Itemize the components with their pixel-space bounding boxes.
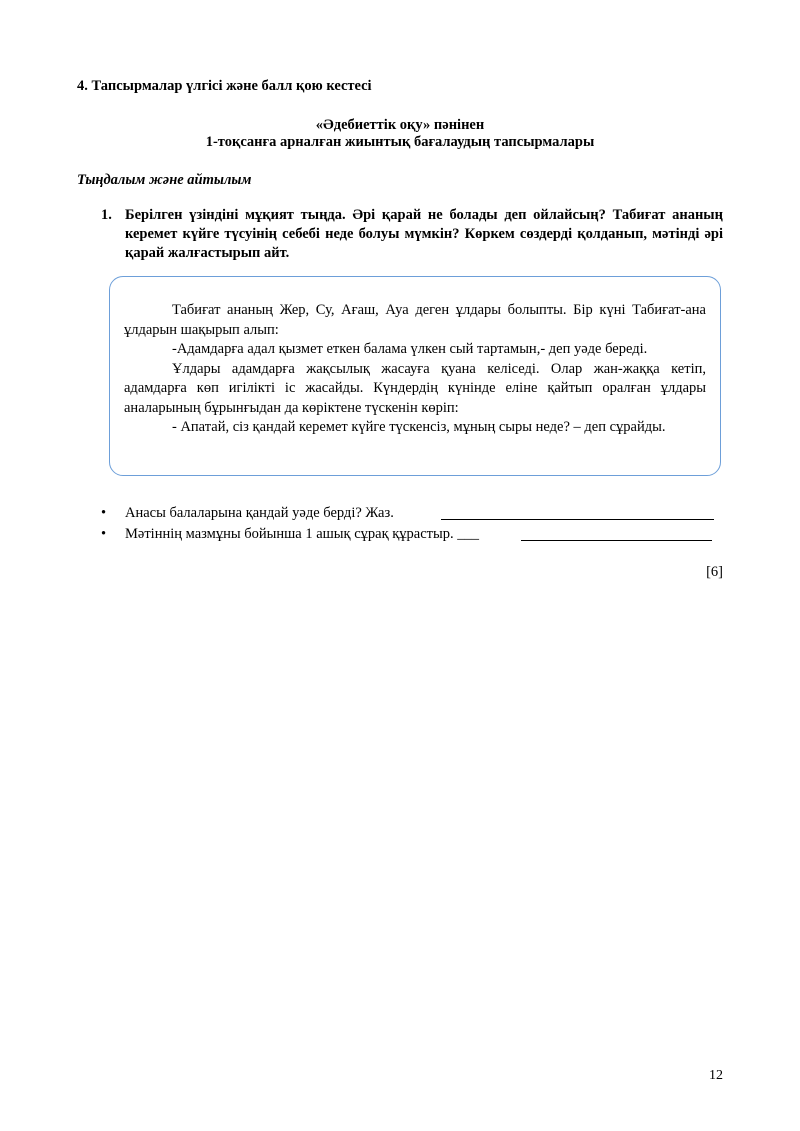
subject-line: «Әдебиеттік оқу» пәнінен	[315, 117, 485, 133]
task-number: 1.	[101, 207, 112, 223]
page-number: 12	[709, 1068, 723, 1083]
bullet-icon: •	[101, 526, 107, 542]
bullet-icon: •	[101, 505, 107, 521]
assessment-title: 1-тоқсанға арналған жиынтық бағалаудың тапсырмалары	[205, 134, 595, 150]
task-text: Берілген үзіндіні мұқият тыңда. Әрі қарай не болады деп ойлайсың? Табиғат ананың керемет күйге түсуінің себебі неде болуы мүмкін? Көркем сөздерді қолданып, мәтінді әрі қарай жалғастырып айт.	[125, 207, 723, 261]
passage-paragraph-3: Ұлдары адамдарға жақсылық жасауға қуана келіседі. Олар жан-жаққа кетіп, адамдарға көп игілікті іс жасайды. Күндердің күнінде еліне қайтып оралған ұлдары аналарының бұрынғыдан да көріктене түскенін көріп:	[124, 360, 706, 416]
answer-line[interactable]	[441, 505, 714, 520]
answer-line[interactable]	[521, 526, 712, 541]
question-text: Анасы балаларына қандай уәде берді? Жаз.	[125, 505, 394, 521]
passage-paragraph-4: - Апатай, сіз қандай керемет күйге түскенсіз, мұның сыры неде? – деп сұрайды.	[172, 419, 666, 435]
task-1	[101, 206, 723, 263]
skill-heading: Тыңдалым және айтылым	[77, 172, 252, 188]
question-text: Мәтіннің мазмұны бойынша 1 ашық сұрақ құрастыр. ___	[125, 526, 480, 542]
passage-text	[124, 301, 706, 438]
section-title: 4. Тапсырмалар үлгісі және балл қою кестесі	[77, 78, 372, 94]
passage-box	[109, 276, 721, 476]
score-label: [6]	[706, 564, 723, 580]
question-1	[101, 505, 723, 525]
question-2	[101, 526, 723, 546]
passage-paragraph-2: -Адамдарға адал қызмет еткен балама үлкен сый тартамын,- деп уәде береді.	[172, 341, 648, 357]
passage-paragraph-1: Табиғат ананың Жер, Су, Ағаш, Ауа деген ұлдары болыпты. Бір күні Табиғат-ана ұлдарын шақырып алып:	[124, 302, 706, 338]
